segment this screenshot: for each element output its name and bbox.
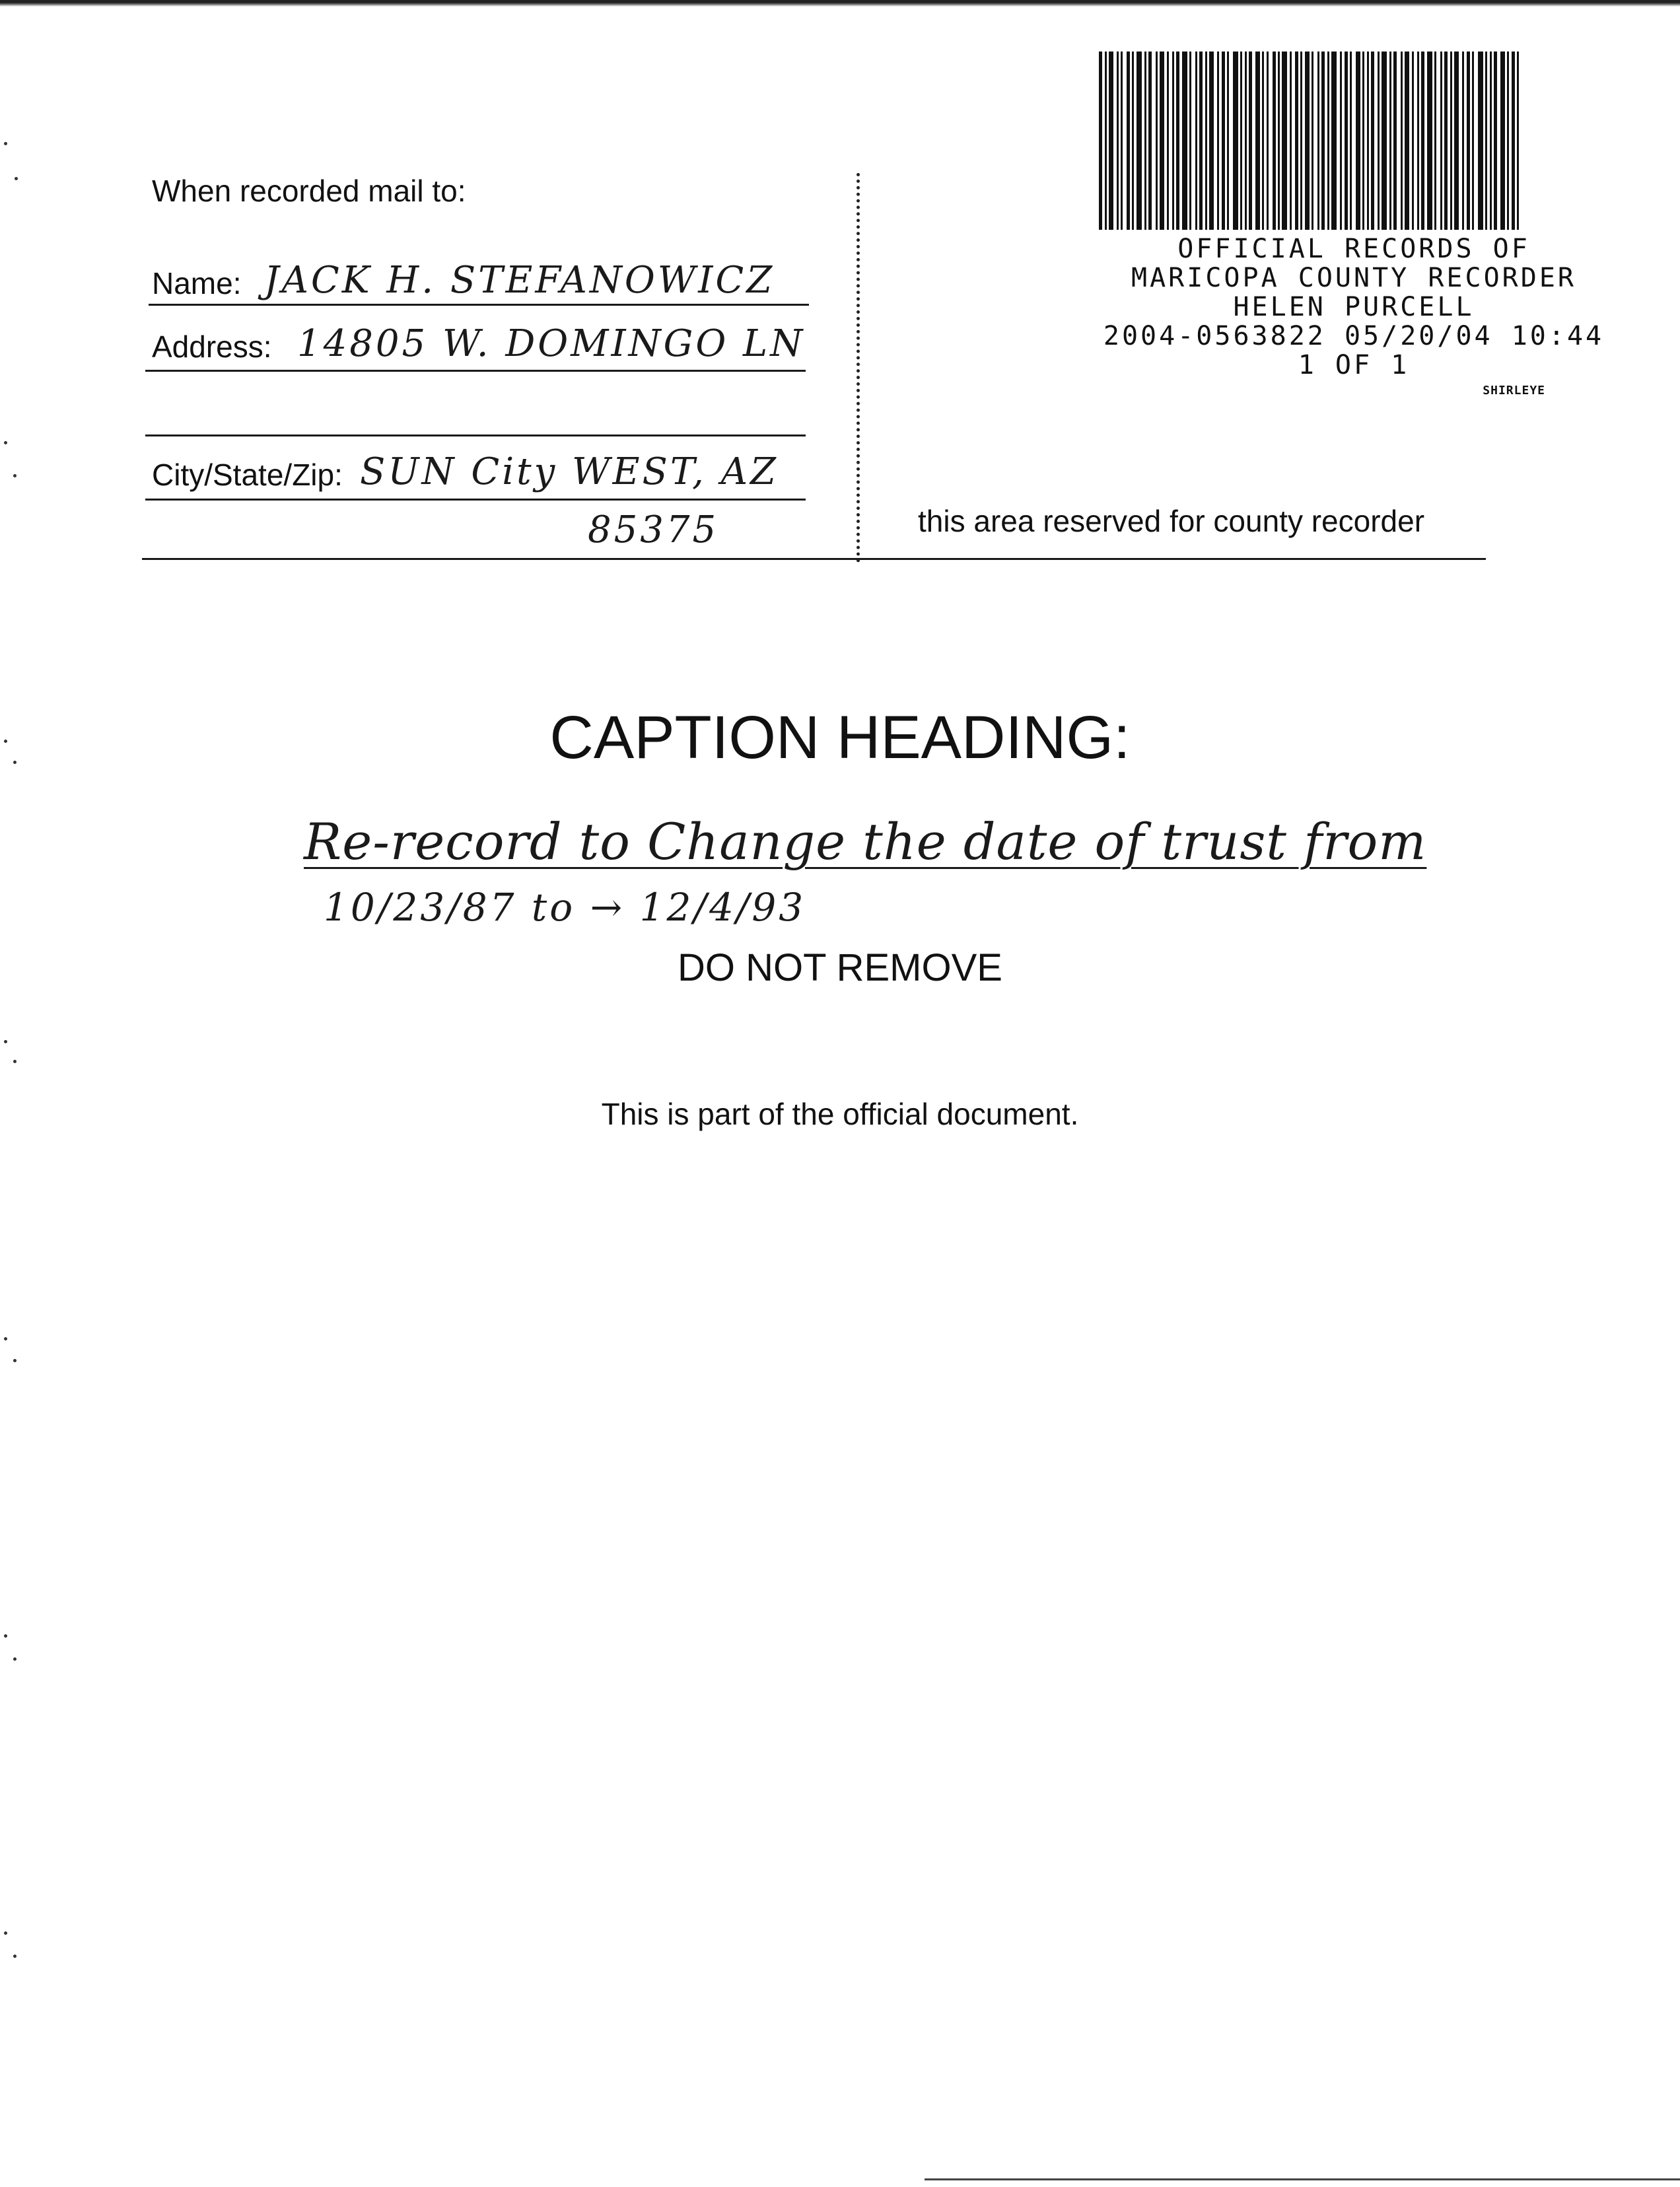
address-line2-underline	[145, 434, 806, 436]
recorder-line-2: MARICOPA COUNTY RECORDER	[1131, 263, 1576, 293]
name-label: Name:	[152, 266, 242, 300]
city-underline	[145, 499, 806, 501]
header-bottom-rule	[142, 558, 1486, 560]
do-not-remove-notice: DO NOT REMOVE	[678, 946, 1002, 989]
name-underline	[149, 304, 809, 306]
city-label: City/State/Zip:	[152, 458, 343, 492]
address-underline	[145, 370, 806, 372]
address-value: 14805 W. DOMINGO LN	[297, 322, 806, 365]
page-top-edge	[0, 0, 1680, 7]
caption-heading: CAPTION HEADING:	[549, 704, 1131, 771]
page-count: 1 OF 1	[1298, 350, 1410, 380]
header-divider	[857, 173, 860, 563]
recording-barcode	[1099, 52, 1581, 230]
name-value: JACK H. STEFANOWICZ	[264, 259, 775, 302]
address-label: Address:	[152, 330, 272, 364]
recorder-reserved-note: this area reserved for county recorder	[918, 504, 1425, 538]
caption-handwritten-line-1: Re-record to Change the date of trust from	[304, 812, 1427, 871]
city-value: SUN City WEST, AZ	[360, 450, 779, 493]
caption-handwritten-line-2: 10/23/87 to → 12/4/93	[324, 885, 806, 930]
mail-to-block	[132, 152, 858, 581]
mail-to-heading: When recorded mail to:	[152, 174, 466, 208]
recorder-line-3: HELEN PURCELL	[1233, 292, 1475, 322]
recorder-clerk: SHIRLEYE	[1483, 384, 1545, 398]
page-bottom-edge	[925, 2178, 1680, 2180]
recorder-line-1: OFFICIAL RECORDS OF	[1177, 234, 1530, 264]
zip-value: 85375	[588, 508, 719, 551]
recorder-stamp	[1057, 234, 1651, 398]
recording-number-date: 2004-0563822 05/20/04 10:44	[1103, 321, 1605, 351]
official-document-note: This is part of the official document.	[601, 1097, 1079, 1131]
